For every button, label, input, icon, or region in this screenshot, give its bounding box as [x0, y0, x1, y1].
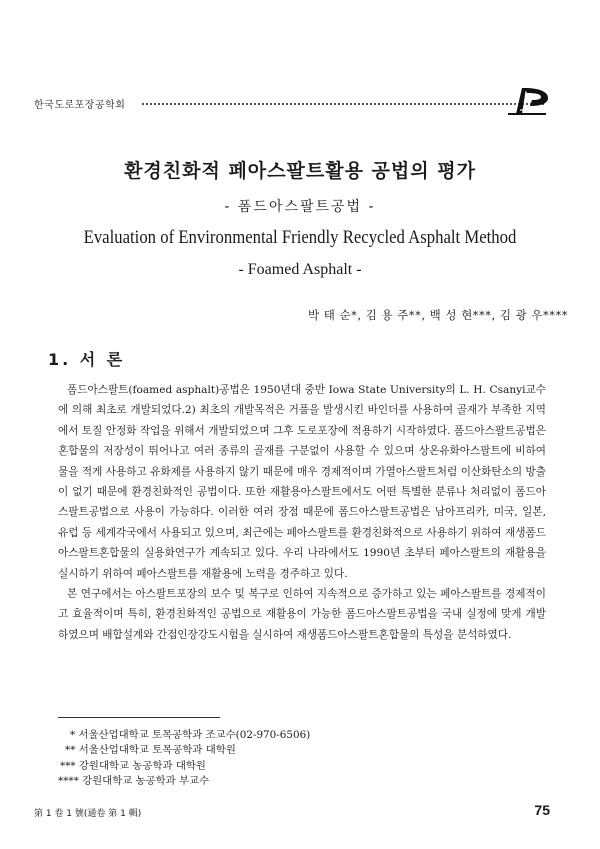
paragraph: 폼드아스팔트(foamed asphalt)공법은 1950년대 중반 Iowa State University의 L. H. Csanyi교수에 의해 최초로 개발되었다.2) 최초의 개발목적은 거품을 발생시킨 바인더를 사용하여 골재가 부족한 지역에서 토질 안정화 작업을 위해서 개발되었으며 그후 도로포장에 적용하기 시작하였다. 폼드아스팔트공법은 혼합물의 저장성이 뛰어나고 여러 종류의 골재를 구분없이 사용할 수 있으며 상온유화아스팔트에 비하여 물을 적게 사용하고 유화제를 사용하지 않기 때문에 매우 경제적이며 가열아스팔트처럼 이산화탄소의 방출이 없기 때문에 환경친화적인 공법이다. 또한 재활용아스팔트에서도 어떤 특별한 분류나 처리없이 폼드아스팔트공법으로 사용이 가능하다. 이러한 여러 장점 때문에 폼드아스팔트공법은 남아프리카, 미국, 일본, 유럽 등 세계각국에서 사용되고 있으며, 최근에는 페아스팔트를 환경친화적으로 사용하기 위하여 재생폼드아스팔트혼합물의 실용화연구가 계속되고 있다. 우리 나라에서도 1990년 초부터 페아스팔트의 재활용을 실시하기 위하여 페아스팔트를 재활용에 노력을 경주하고 있다.: [58, 384, 546, 580]
footnote: ** 서울산업대학교 토목공학과 대학원: [65, 744, 236, 757]
journal-name: 한국도로포장공학회: [34, 100, 126, 111]
author-list: 박 태 순*, 김 용 주**, 백 성 현***, 김 광 우****: [308, 308, 568, 322]
volume-info: 第 1 卷 1 號(通卷 第 1 輯): [34, 809, 142, 819]
asphalt-road-logo-icon: [506, 84, 550, 116]
footnote: * 서울산업대학교 토목공학과 조교수(02-970-6506): [70, 729, 311, 741]
title-korean: 환경친화적 페아스팔트활용 공법의 평가: [124, 160, 476, 182]
footnotes: [58, 728, 310, 790]
footnote: **** 강원대학교 농공학과 부교수: [58, 775, 210, 788]
title-english: Evaluation of Environmental Friendly Recycled Asphalt Method: [83, 227, 517, 248]
paragraph: 본 연구에서는 아스팔트포장의 보수 및 복구로 인하여 지속적으로 증가하고 있는 페아스팔트를 경제적이고 효율적이며 특히, 환경친화적인 공법으로 재활용이 가능한 폼드아스팔트공법을 국내 실정에 맞게 개발하였으며 배합설계와 간접인장강도시험을 실시하여 재생폼드아스팔트혼합물의 특성을 분석하였다.: [58, 588, 546, 641]
running-header: [34, 96, 534, 112]
subtitle-english: - Foamed Asphalt -: [238, 261, 362, 278]
footnote-rule: [58, 717, 220, 718]
page-number: 75: [534, 802, 550, 818]
section-heading: 1. 서 론: [48, 350, 126, 369]
subtitle-korean: - 폼드아스팔트공법 -: [224, 199, 376, 215]
header-dotted-rule: [142, 103, 544, 105]
footnote: *** 강원대학교 농공학과 대학원: [60, 759, 206, 772]
body-text: [58, 380, 546, 645]
